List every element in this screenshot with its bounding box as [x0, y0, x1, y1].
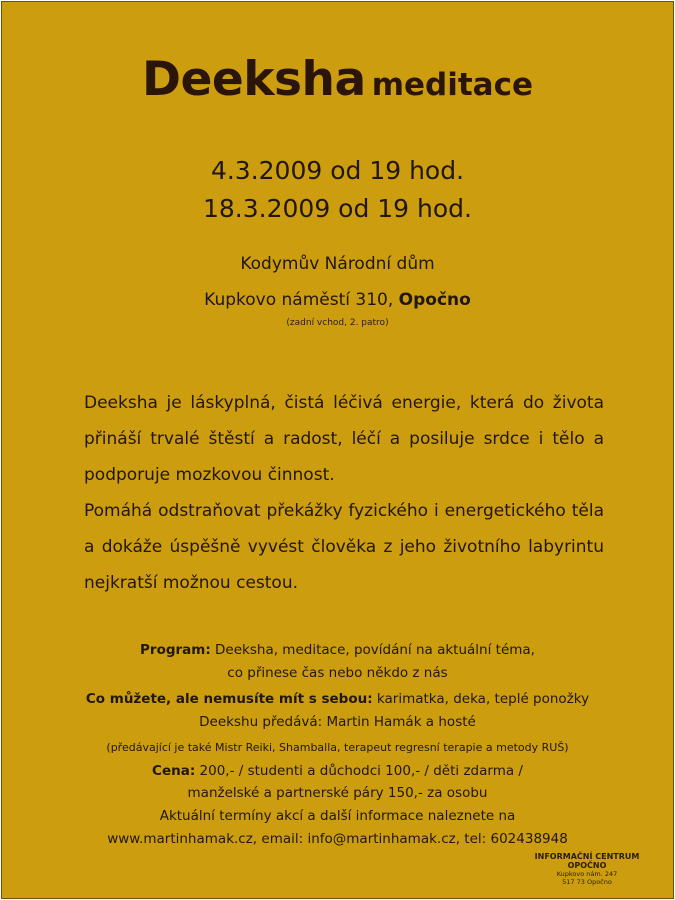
- presenter-note: (předávající je také Mistr Reiki, Shamballa, terapeut regresní terapie a metody RUŠ): [106, 741, 569, 754]
- description-paragraph: Pomáhá odstraňovat překážky fyzického i energetického těla a dokáže úspěšně vyvést člověka z jeho životního labyrintu nejkratší možnou cestou.: [84, 501, 604, 593]
- program-text: Deeksha, meditace, povídání na aktuální téma,: [210, 642, 535, 658]
- address-street: Kupkovo náměstí 310,: [204, 290, 399, 310]
- stamp-line: 517 73 Opočno: [562, 878, 612, 886]
- program-label: Program:: [140, 642, 211, 658]
- title-sub: meditace: [371, 67, 533, 103]
- more-info-line: Aktuální termíny akcí a další informace naleznete na: [159, 808, 516, 824]
- venue-address: [2, 290, 673, 311]
- info-center-stamp: [532, 852, 642, 886]
- program-line-2: co přinese čas nebo někdo z nás: [227, 665, 448, 681]
- poster-title: [2, 52, 673, 107]
- price-text: 200,- / studenti a důchodci 100,- / děti zdarma /: [195, 763, 523, 779]
- bring-text: karimatka, deka, teplé ponožky: [372, 691, 590, 707]
- description: [84, 385, 604, 601]
- title-main: Deeksha: [142, 52, 366, 107]
- event-date: 4.3.2009 od 19 hod.: [210, 156, 465, 185]
- stamp-line: OPOČNO: [567, 861, 607, 870]
- stamp-line: Kupkovo nám. 247: [556, 870, 618, 878]
- program-line: [2, 642, 673, 658]
- bring-label: Co můžete, ale nemusíte mít s sebou:: [85, 691, 373, 707]
- price-line-2: manželské a partnerské páry 150,- za osobu: [187, 785, 488, 801]
- event-date: 18.3.2009 od 19 hod.: [202, 194, 472, 223]
- presenter-line: Deekshu předává: Martin Hamák a hosté: [199, 714, 476, 730]
- event-dates: [2, 152, 673, 228]
- stamp-line: INFORMAČNÍ CENTRUM: [534, 852, 640, 861]
- description-paragraph: Deeksha je láskyplná, čistá léčivá energie, která do života přináší trvalé štěstí a radost, léčí a posiluje srdce i tělo a podporuje mozkovou činnost.: [84, 393, 604, 485]
- address-town: Opočno: [398, 290, 471, 310]
- venue-entrance-note: (zadní vchod, 2. patro): [286, 318, 389, 328]
- bring-line: [2, 691, 673, 707]
- contact-line: www.martinhamak.cz, email: info@martinhamak.cz, tel: 602438948: [107, 831, 568, 847]
- price-line: [2, 763, 673, 779]
- price-label: Cena:: [152, 763, 196, 779]
- poster: [1, 1, 674, 899]
- venue-name: Kodymův Národní dům: [240, 254, 435, 274]
